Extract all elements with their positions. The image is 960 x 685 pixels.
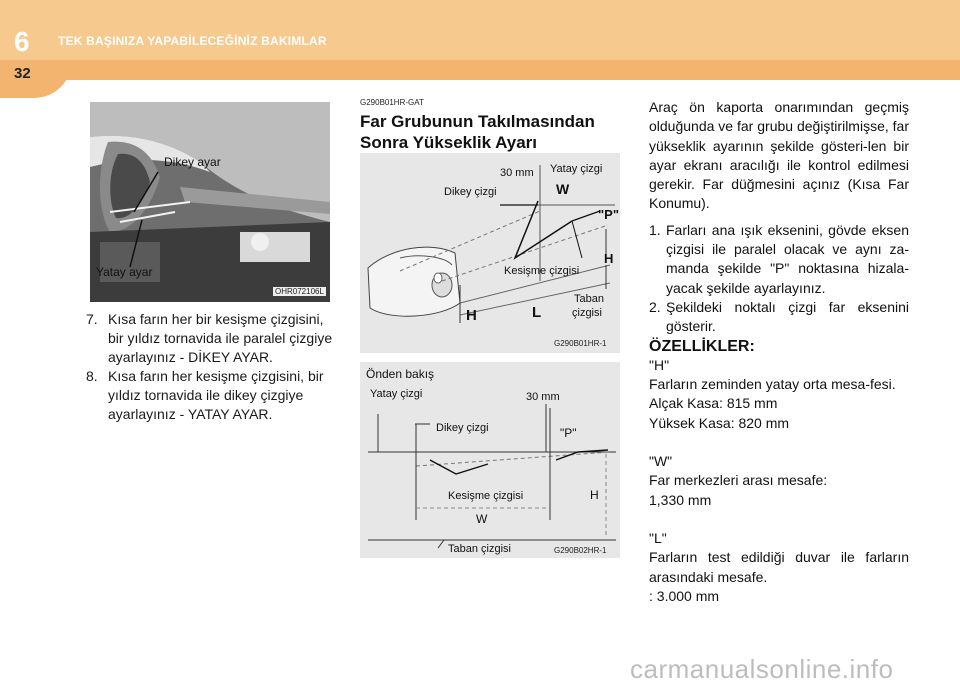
fig2-front-view: Önden bakış (366, 367, 435, 381)
intro-paragraph: Araç ön kaporta onarımından geçmiş olduğunda ve far grubu değiştirilmişse, far yükseklik ayarının şekilde gösteri-len bir ayar ekranı aracılığı ile kontrol edilmesi gerekir. Far düğmesini açınız (Kısa Far Konumu). (649, 99, 909, 212)
fig2-horizontal-line: Yatay çizgi (370, 388, 423, 400)
fig2-vertical-line: Dikey çizgi (436, 422, 489, 434)
aiming-diagram-front (360, 362, 620, 558)
fig1-p: "P" (598, 207, 619, 222)
photo-code: OHR072106L (275, 287, 324, 296)
perspective-drawing (360, 153, 620, 353)
list-item-number: 2. (649, 298, 661, 315)
spec-h-high: Yüksek Kasa: 820 mm (649, 414, 790, 431)
fig1-h-left: H (466, 307, 477, 324)
fig2-p: "P" (560, 426, 577, 440)
fig2-h: H (590, 488, 599, 502)
list-item (649, 221, 909, 298)
section-title: Far Grubunun Takılmasından Sonra Yükseklik Ayarı (360, 112, 595, 152)
specs-title: ÖZELLİKLER: (649, 337, 755, 355)
list-item-text: Farları ana ışık eksenini, gövde eksen çizgisi ile paralel olacak ve aynı za-manda şekilde "P" noktasına hizala-yacak şekilde ayarlayınız. (666, 221, 909, 296)
spec-w-value: 1,330 mm (649, 491, 712, 508)
right-column (649, 98, 909, 606)
header-inner (0, 0, 960, 60)
fig1-code: G290B01HR-1 (554, 339, 607, 348)
fig1-h-right: H (604, 251, 614, 266)
spec-h-desc: Farların zeminden yatay orta mesa-fesi. (649, 376, 896, 393)
step-text: Kısa farın her kesişme çizgisini, bir yıldız tornavida ile dikey çizgiye ayarlayınız - YATAY AYAR. (108, 368, 324, 422)
fig1-base-line-1: Taban (574, 293, 604, 305)
list-item-number: 1. (649, 221, 661, 238)
section-code: G290B01HR-GAT (360, 98, 424, 107)
fig1-intersection: Kesişme çizgisi (504, 265, 580, 277)
list-item (649, 298, 909, 337)
page-number: 32 (14, 65, 31, 82)
fig2-mm: 30 mm (526, 391, 560, 403)
fig2-base-line: Taban çizgisi (448, 543, 511, 555)
spec-w-desc: Far merkezleri arası mesafe: (649, 472, 828, 489)
step-item (86, 367, 334, 424)
fig2-w: W (476, 512, 488, 526)
page-tab (0, 60, 72, 98)
horizontal-adjust-label: Yatay ayar (96, 265, 153, 279)
step-item (86, 310, 334, 367)
steps-list (86, 310, 334, 424)
step-number: 8. (86, 368, 98, 384)
headlamp-photo (90, 102, 330, 302)
step-text: Kısa farın her bir kesişme çizgisini, bir yıldız tornavida ile paralel çizgiye ayarlayınız - DİKEY AYAR. (108, 311, 333, 365)
fig2-intersection: Kesişme çizgisi (448, 490, 524, 502)
watermark: carmanualsonline.info (630, 654, 894, 684)
spec-h-label: "H" (649, 356, 670, 373)
fig1-mm: 30 mm (500, 167, 534, 179)
spec-l-label: "L" (649, 529, 667, 546)
spec-w-label: "W" (649, 453, 673, 470)
spec-l-value: : 3.000 mm (649, 587, 720, 604)
fig1-w: W (556, 181, 570, 197)
spec-l-desc: Farların test edildiği duvar ile farların arasındaki mesafe. (649, 549, 909, 585)
fig1-horizontal-line: Yatay çizgi (550, 163, 603, 175)
chapter-title: TEK BAŞINIZA YAPABİLECEĞİNİZ BAKIMLAR (58, 34, 327, 48)
fig1-vertical-line: Dikey çizgi (444, 186, 497, 198)
chapter-number: 6 (14, 26, 30, 57)
list-item-text: Şekildeki noktalı çizgi far eksenini gösterir. (666, 298, 909, 335)
step-number: 7. (86, 311, 98, 327)
vertical-adjust-label: Dikey ayar (164, 155, 221, 169)
fig1-l: L (532, 304, 542, 321)
aiming-diagram-perspective (360, 153, 620, 353)
fig2-code: G290B02HR-1 (554, 546, 607, 555)
fig1-base-line-2: çizgisi (572, 307, 602, 319)
spec-h-low: Alçak Kasa: 815 mm (649, 395, 778, 412)
